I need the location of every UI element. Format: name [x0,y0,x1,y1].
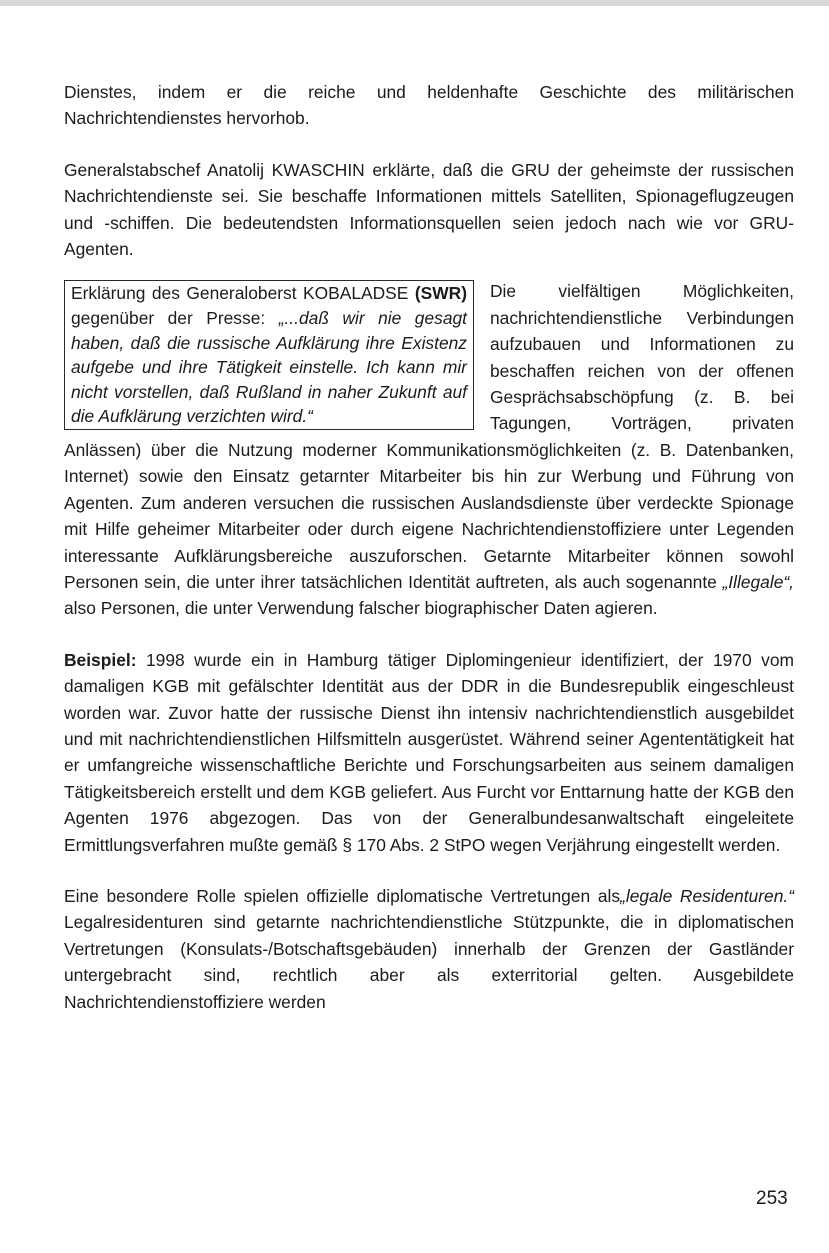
paragraph-5-part-b: Legalresidenturen sind getarnte nachrichtendienstliche Stützpunkte, die in diplomatischen Vertretungen (Konsulats-/Botschaftsgebäuden) innerhalb der Grenzen der Gastländer untergebracht sind, rechtlich aber als exterritorial gelten. Ausgebildete Nachrichtendienstoffiziere werden [64,912,794,1012]
paragraph-3-part-b: also Personen, die unter Verwendung falscher biographischer Daten agieren. [64,598,658,619]
example-text: 1998 wurde ein in Hamburg tätiger Diplomingenieur identifiziert, der 1970 vom damaligen KGB mit gefälschter Identität aus der DDR in die Bundesrepublik eingeschleust worden war. Zuvor hatte der russische Dienst ihn intensiv nachrichtendienstlich ausgebildet und mit nachrichtendienstlichen Hilfsmitteln ausgerüstet. Während seiner Agententätigkeit hat er umfangreiche wissenschaftliche Berichte und Forschungsarbeiten aus seinem damaligen Tätigkeitsbereich erstellt und dem KGB geliefert. Aus Furcht vor Enttarnung hatte der KGB den Agenten 1976 abgezogen. Das von der Generalbundesanwaltschaft eingeleitete Ermittlungsverfahren mußte gemäß § 170 Abs. 2 StPO wegen Verjährung eingestellt werden. [64,649,794,855]
quote-box-quote: „...daß wir nie gesagt haben, daß die russische Aufklärung ihre Existenz aufgebe und ihre Tätigkeit einstelle. Ich kann mir nicht vorstellen, daß Rußland in naher Zukunft auf die Aufklärung verzichten wird.“ [71,308,467,427]
example-label: Beispiel: [64,649,137,670]
paragraph-5-italic: „legale Residenturen.“ [620,885,794,906]
scan-top-edge [0,0,829,6]
quote-box-intro: Erklärung des Generaloberst KOBALADSE [71,283,409,304]
paragraph-2: Generalstabschef Anatolij KWASCHIN erklärte, daß die GRU der geheimste der russischen Nachrichtendienste sei. Sie beschaffe Informationen mittels Satelliten, Spionageflugzeugen und -schiffen. Die bedeutendsten Informationsquellen seien jedoch nach wie vor GRU-Agenten. [64,159,794,260]
paragraph-3-part-a: Die vielfältigen Möglichkeiten, nachrichtendienstliche Verbindungen aufzubauen und Informationen zu beschaffen reichen von der offenen Gesprächsabschöpfung (z. B. bei Tagungen, Vorträgen, privaten Anlässen) über die Nutzung moderner Kommunikationsmöglichkeiten (z. B. Datenbanken, Internet) sowie den Einsatz getarnter Mitarbeiter bis hin zur Werbung und Führung von Agenten. Zum anderen versuchen die russischen Auslandsdienste über verdeckte Spionage mit Hilfe geheimer Mitarbeiter oder durch eigene Nachrichtendienstoffiziere unter Legenden interessante Aufklärungsbereiche auszuforschen. Getarnte Mitarbeiter können sowohl Personen sein, die unter ihrer tatsächlichen Identität auftreten, als auch sogenannte [64,281,794,592]
quote-box-mid: gegenüber der Presse: [71,308,279,329]
quote-box-swr: (SWR) [414,283,467,304]
paragraph-5-part-a: Eine besondere Rolle spielen offizielle diplomatische Vertretungen als [64,885,621,906]
page-number: 253 [756,1188,788,1209]
paragraph-1: Dienstes, indem er die reiche und heldenhafte Geschichte des militärischen Nachrichtendienstes hervorhob. [64,82,794,129]
paragraph-example [64,647,794,858]
page-body [64,79,794,1015]
quote-box [64,280,474,430]
paragraph-5 [64,883,794,1015]
paragraph-3-italic: „Illegale“, [722,571,794,592]
